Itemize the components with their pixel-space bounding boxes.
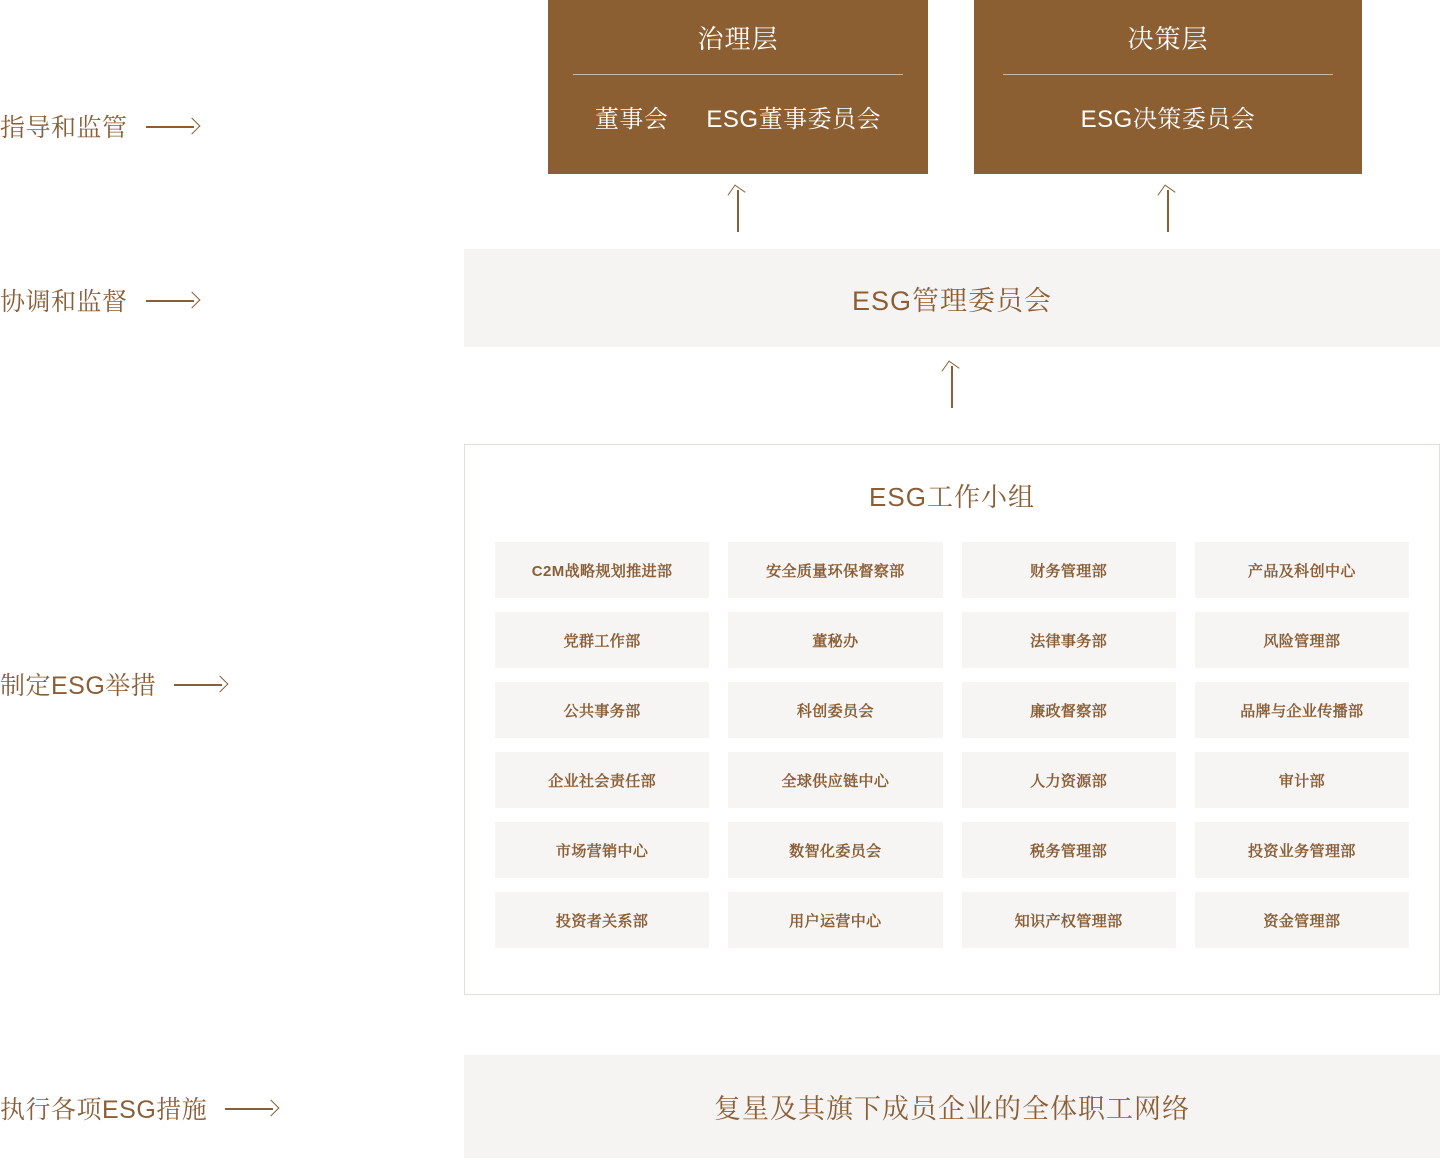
department-cell: 资金管理部 — [1195, 892, 1409, 948]
department-cell: 投资业务管理部 — [1195, 822, 1409, 878]
rail-label-coordinate — [0, 282, 198, 318]
department-cell: 科创委员会 — [728, 682, 942, 738]
department-cell: 公共事务部 — [495, 682, 709, 738]
department-cell: 廉政督察部 — [962, 682, 1176, 738]
department-cell: 品牌与企业传播部 — [1195, 682, 1409, 738]
department-cell: 市场营销中心 — [495, 822, 709, 878]
rail-label-guide-text: 指导和监管 — [0, 114, 128, 142]
arrow-up-icon — [1156, 186, 1180, 232]
department-cell: 法律事务部 — [962, 612, 1176, 668]
decision-item-esg-decision-committee: ESG决策委员会 — [1080, 106, 1256, 133]
department-cell: 用户运营中心 — [728, 892, 942, 948]
department-cell: 党群工作部 — [495, 612, 709, 668]
department-cell: 产品及科创中心 — [1195, 542, 1409, 598]
arrow-right-icon — [146, 119, 198, 133]
department-cell: C2M战略规划推进部 — [495, 542, 709, 598]
esg-management-committee-title: ESG管理委员会 — [851, 285, 1053, 316]
governance-layer-title: 治理层 — [697, 24, 779, 54]
department-cell: 人力资源部 — [962, 752, 1176, 808]
department-cell: 董秘办 — [728, 612, 942, 668]
department-cell: 投资者关系部 — [495, 892, 709, 948]
arrow-right-icon — [146, 293, 198, 307]
divider — [1003, 74, 1333, 75]
rail-label-measure-text: 制定ESG举措 — [0, 672, 157, 700]
arrow-right-icon — [225, 1101, 277, 1115]
department-cell: 审计部 — [1195, 752, 1409, 808]
rail-label-guide — [0, 108, 198, 144]
rail-label-coordinate-text: 协调和监督 — [0, 288, 128, 316]
department-cell: 企业社会责任部 — [495, 752, 709, 808]
decision-layer-title: 决策层 — [1127, 24, 1209, 54]
arrow-up-icon — [726, 186, 750, 232]
department-cell: 安全质量环保督察部 — [728, 542, 942, 598]
department-cell: 知识产权管理部 — [962, 892, 1176, 948]
governance-layer-box — [548, 0, 928, 174]
governance-layer-items — [548, 99, 928, 134]
department-cell: 财务管理部 — [962, 542, 1176, 598]
department-grid — [495, 542, 1409, 948]
department-cell: 风险管理部 — [1195, 612, 1409, 668]
governance-item-esg-board-committee: ESG董事委员会 — [706, 106, 882, 133]
rail-label-execute-text: 执行各项ESG措施 — [0, 1096, 208, 1124]
workforce-network-title: 复星及其旗下成员企业的全体职工网络 — [714, 1094, 1190, 1124]
rail-label-execute — [0, 1090, 277, 1126]
arrow-right-icon — [174, 677, 226, 691]
esg-management-committee-box — [464, 249, 1440, 347]
governance-item-board: 董事会 — [594, 106, 669, 133]
department-cell: 全球供应链中心 — [728, 752, 942, 808]
decision-layer-box — [974, 0, 1362, 174]
rail-label-measure — [0, 666, 226, 702]
esg-working-group-panel — [464, 444, 1440, 995]
decision-layer-items — [974, 99, 1362, 134]
department-cell: 税务管理部 — [962, 822, 1176, 878]
divider — [573, 74, 903, 75]
esg-working-group-title: ESG工作小组 — [869, 482, 1035, 512]
workforce-network-box — [464, 1055, 1440, 1158]
department-cell: 数智化委员会 — [728, 822, 942, 878]
arrow-up-icon — [940, 362, 964, 408]
